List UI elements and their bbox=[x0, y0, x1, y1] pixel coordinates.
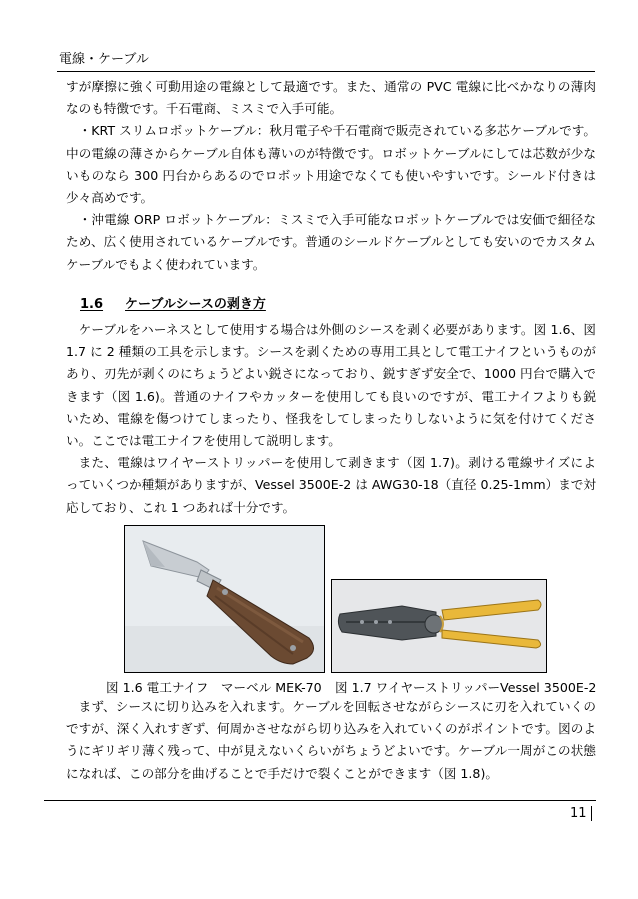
closing-text bbox=[66, 696, 596, 785]
footer-divider bbox=[44, 800, 596, 801]
intro-paragraph-1: すが摩擦に強く可動用途の電線として最適です。また、通常の PVC 電線に比べかなりの薄肉なのも特徴です。千石電商、ミスミで入手可能。 bbox=[66, 79, 596, 117]
closing-paragraph: まず、シースに切り込みを入れます。ケーブルを回転させながらシースに刃を入れていくのですが、深く入れすぎず、何周かさせながら切り込みを入れていくのがポイントです。図のようにギリギリ薄く残って、中が見えないくらいがちょうどよいです。ケーブル一周がこの状態になれば、この部分を曲げることで手だけで裂くことができます（図 1.8)。 bbox=[66, 699, 596, 781]
intro-text bbox=[66, 76, 596, 276]
section-title: ケーブルシースの剥き方 bbox=[125, 297, 266, 312]
section-heading bbox=[80, 296, 266, 314]
section-body bbox=[66, 319, 596, 519]
knife-caption: 図 1.6 電工ナイフ マーベル MEK-70 bbox=[106, 680, 322, 695]
wire-stripper-illustration bbox=[332, 580, 546, 672]
page-number: 11 bbox=[570, 806, 587, 821]
section-number: 1.6 bbox=[80, 297, 104, 312]
stripper-caption: 図 1.7 ワイヤーストリッパーVessel 3500E-2 bbox=[335, 680, 597, 695]
intro-paragraph-oki: ・沖電線 ORP ロボットケーブル：ミスミで入手可能なロボットケーブルでは安価で細径なため、広く使用されているケーブルです。普通のシールドケーブルとしても安いのでカスタムケーブルでもよく使われています。 bbox=[66, 212, 596, 272]
running-header-title: 電線・ケーブル bbox=[59, 52, 149, 67]
knife-photo bbox=[124, 525, 325, 673]
page-number-bar bbox=[591, 806, 592, 821]
intro-paragraph-krt: ・KRT スリムロボットケーブル：秋月電子や千石電商で販売されている多芯ケーブルです。中の電線の薄さからケーブル自体も薄いのが特徴です。ロボットケーブルにしては芯数が少ないものなら 300 円台からあるのでロボット用途でなくても使いやすいです。シールド付きは少々高めです。 bbox=[66, 123, 596, 206]
wire-stripper-photo bbox=[331, 579, 547, 673]
section-paragraph-1: ケーブルをハーネスとして使用する場合は外側のシースを剥く必要があります。図 1.6、図 1.7 に 2 種類の工具を示します。シースを剥くための専用工具として電工ナイフというものがあり、刃先が剥くのにちょうどよい鋭さになっており、鋭すぎず安全で、1000 円台で購入できます（図 1.6)。普通のナイフやカッターを使用しても良いのですが、電工ナイフよりも鋭いため、電線を傷つけてしまったり、怪我をしてしまったりしないように気を付けてください。ここでは電工ナイフを使用して説明します。 bbox=[66, 322, 596, 449]
header-divider bbox=[57, 71, 595, 72]
electrician-knife-illustration bbox=[125, 526, 324, 672]
section-paragraph-2: また、電線はワイヤーストリッパーを使用して剥きます（図 1.7)。剥ける電線サイズによっていくつか種類がありますが、Vessel 3500E-2 は AWG30-18（直径 0.25-1mm）まで対応しており、これ 1 つあれば十分です。 bbox=[66, 455, 596, 515]
